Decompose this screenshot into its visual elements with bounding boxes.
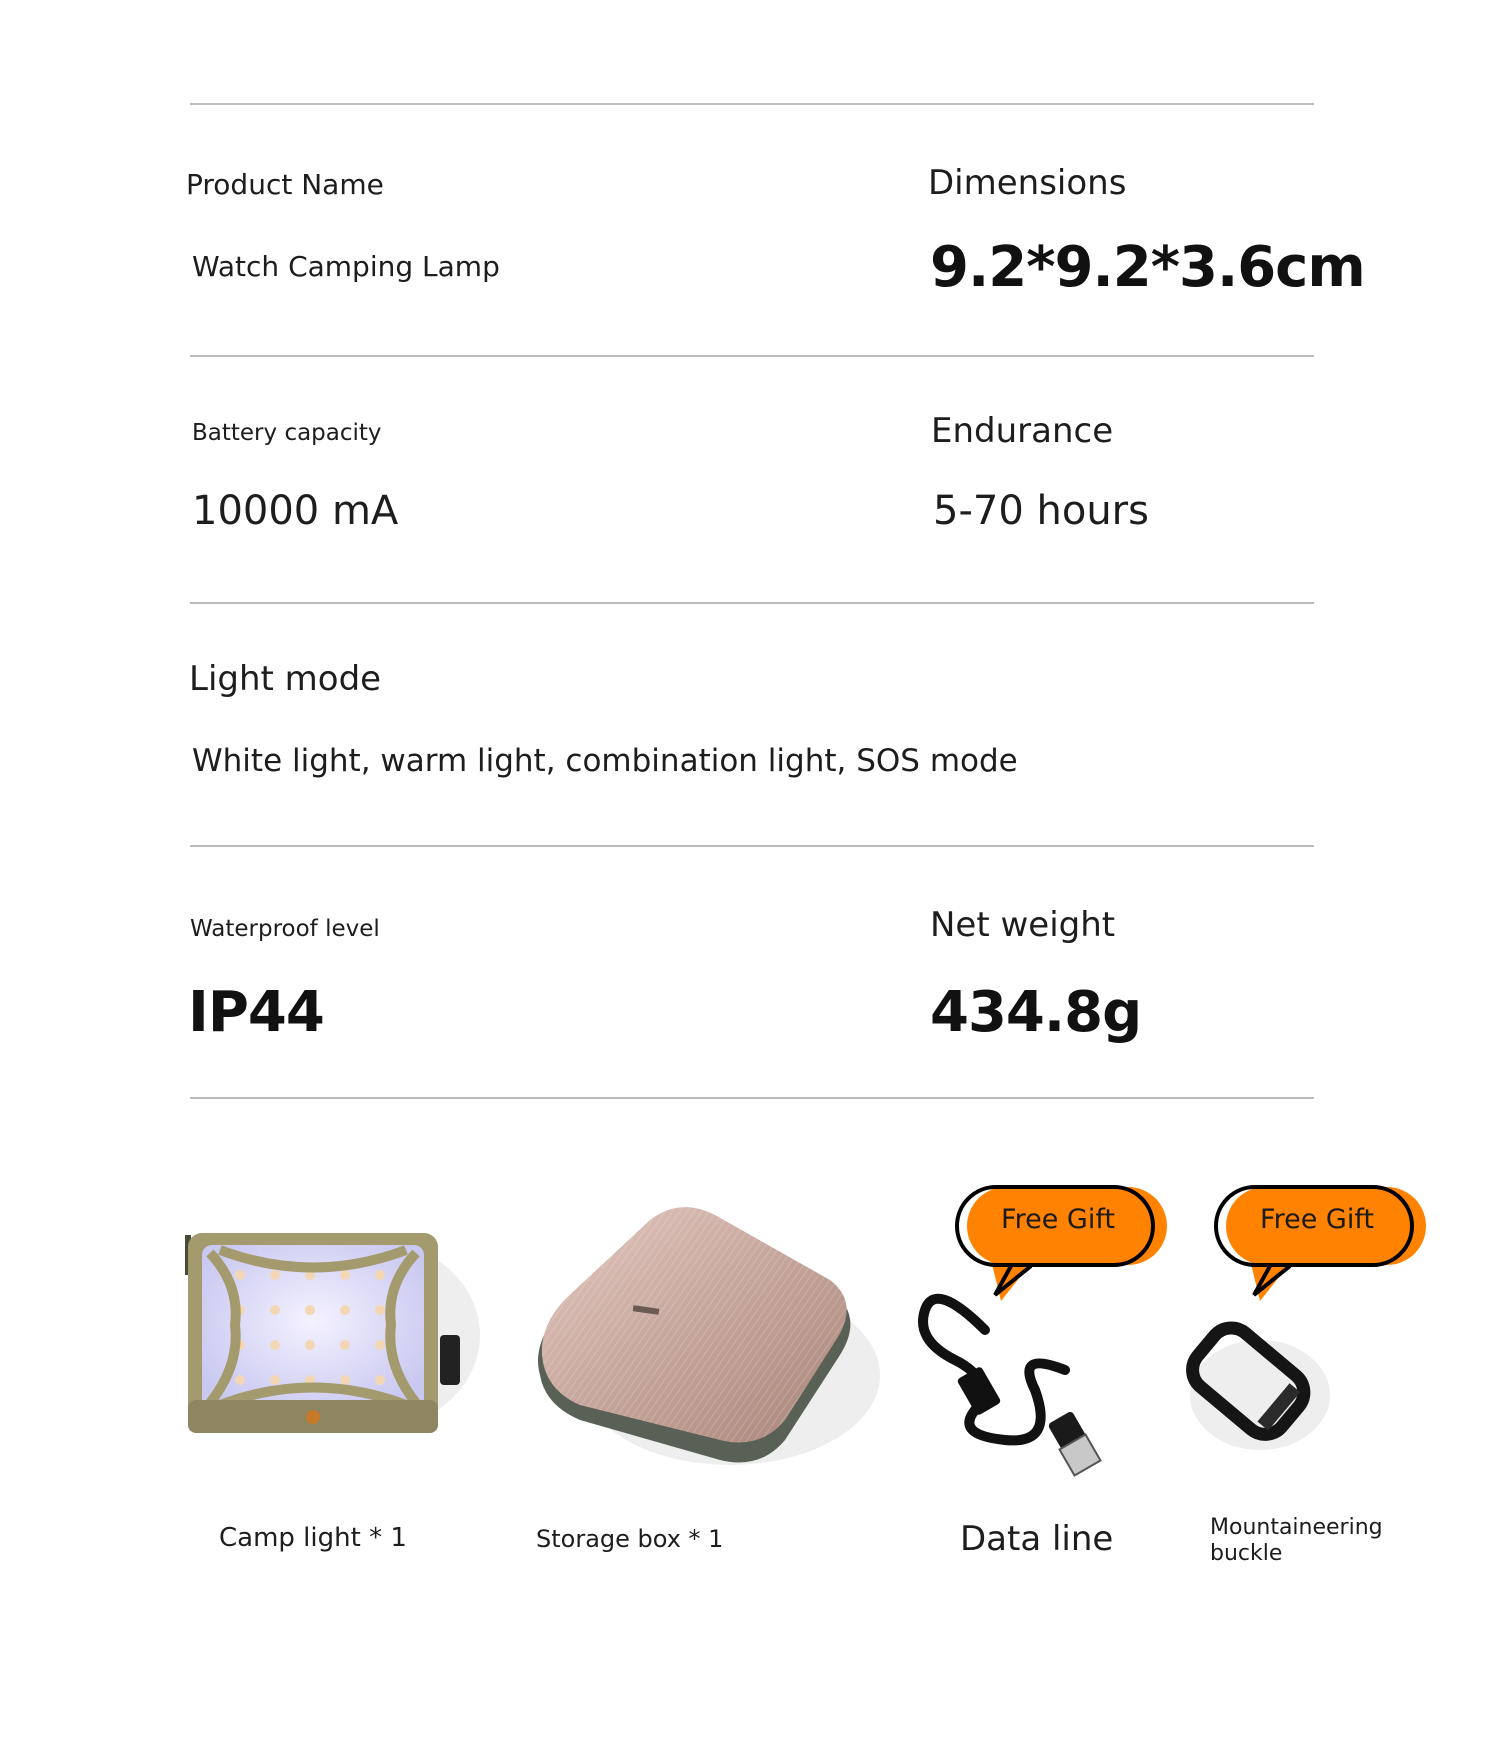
storage-case-icon — [530, 1205, 890, 1475]
free-gift-label: Free Gift — [1001, 1204, 1115, 1235]
weight-label: Net weight — [930, 905, 1116, 945]
item-caption-storage-box: Storage box * 1 — [536, 1525, 724, 1553]
waterproof-label: Waterproof level — [190, 916, 380, 942]
carabiner-icon — [1160, 1310, 1335, 1460]
product-name-value: Watch Camping Lamp — [192, 250, 500, 283]
free-gift-label: Free Gift — [1260, 1204, 1374, 1235]
product-name-label: Product Name — [186, 168, 384, 201]
free-gift-badge-buckle — [1212, 1183, 1427, 1305]
light-mode-value: White light, warm light, combination light, SOS mode — [192, 743, 1018, 779]
camp-lamp-icon — [180, 1225, 485, 1440]
item-caption-data-line: Data line — [960, 1519, 1114, 1559]
item-caption-buckle: Mountaineering buckle — [1210, 1515, 1383, 1566]
endurance-label: Endurance — [931, 411, 1114, 451]
divider-top — [190, 103, 1314, 105]
divider-4 — [190, 1097, 1314, 1099]
dimensions-value: 9.2*9.2*3.6cm — [930, 235, 1365, 300]
weight-value: 434.8g — [930, 980, 1142, 1045]
light-mode-label: Light mode — [189, 659, 382, 699]
divider-3 — [190, 845, 1314, 847]
waterproof-value: IP44 — [188, 980, 324, 1045]
dimensions-label: Dimensions — [928, 163, 1127, 203]
battery-value: 10000 mA — [192, 488, 399, 534]
divider-1 — [190, 355, 1314, 357]
usb-cable-icon — [915, 1270, 1105, 1485]
endurance-value: 5-70 hours — [933, 488, 1149, 534]
divider-2 — [190, 602, 1314, 604]
item-caption-camp-light: Camp light * 1 — [219, 1523, 407, 1553]
battery-label: Battery capacity — [192, 420, 382, 446]
